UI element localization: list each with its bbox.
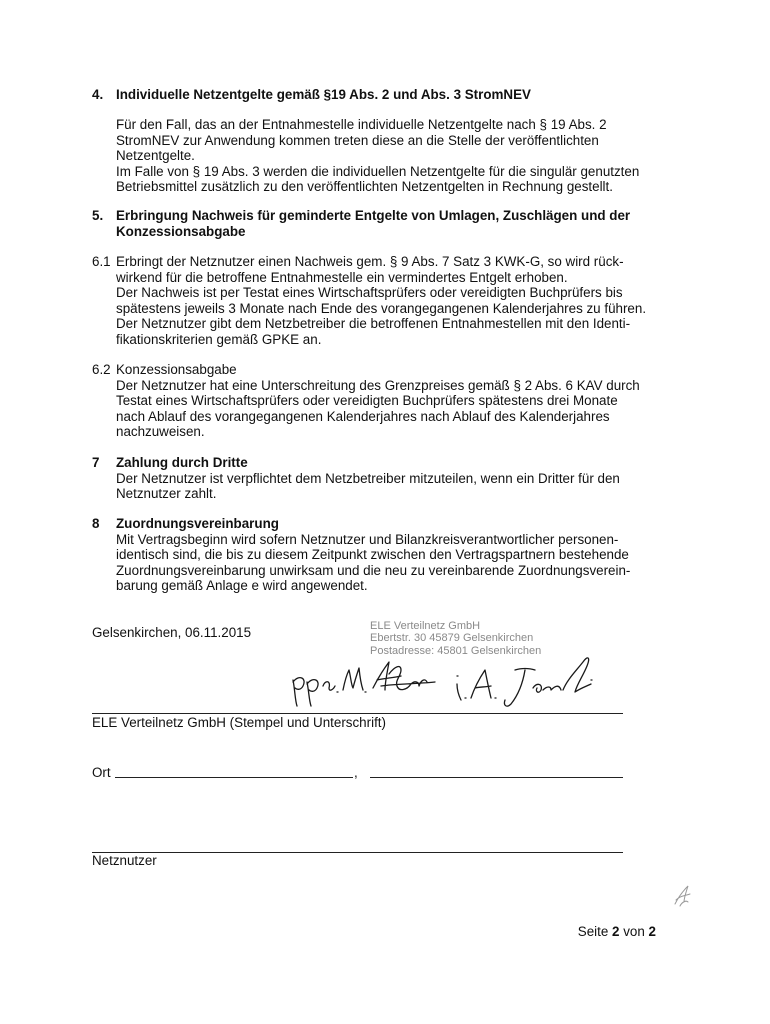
section-6-1-line: Der Nachweis ist per Testat eines Wirtschaftsprüfers oder vereidigten Buchprüfers bis: [116, 285, 623, 301]
place-date: Gelsenkirchen, 06.11.2015: [92, 625, 252, 640]
section-6-1-line: spätestens jeweils 3 Monate nach Ende des vorangegangenen Kalenderjahres zu führen.: [116, 300, 647, 316]
section-7-line: Der Netznutzer ist verpflichtet dem Netzbetreiber mitzuteilen, wenn ein Dritter für den: [116, 470, 620, 486]
section-6-2-line: Testat eines Wirtschaftsprüfers oder vereidigten Buchprüfers spätestens drei Monate: [116, 393, 618, 409]
section-6-1-line: Der Netznutzer gibt dem Netzbetreiber die betroffenen Entnahmestellen mit den Identi-: [116, 316, 631, 332]
section-4-line: Im Falle von § 19 Abs. 3 werden die individuellen Netzentgelte für die singulär genutzten: [116, 163, 640, 179]
section-6-1-line: fikationskriterien gemäß GPKE an.: [116, 331, 322, 347]
section-4-line: Für den Fall, das an der Entnahmestelle individuelle Netzentgelte nach § 19 Abs. 2: [116, 117, 607, 132]
section-5-heading-line: Erbringung Nachweis für geminderte Entgelte von Umlagen, Zuschlägen und der: [116, 208, 631, 223]
of-word: von: [623, 924, 645, 939]
section-6-2-title: Konzessionsabgabe: [116, 362, 237, 377]
section-5-heading-line: Konzessionsabgabe: [116, 223, 246, 239]
netznutzer-caption: Netznutzer: [92, 853, 157, 868]
section-6-1-line: Erbringt der Netznutzer einen Nachweis gem. § 9 Abs. 7 Satz 3 KWK-G, so wird rück-: [116, 254, 624, 269]
stamp-line: ELE Verteilnetz GmbH: [370, 620, 481, 632]
ort-comma: ,: [354, 765, 358, 780]
section-8-line: identisch sind, die bis zu diesem Zeitpunkt zwischen den Vertragspartnern bestehende: [116, 547, 629, 563]
section-6-1-number: 6.1: [92, 254, 111, 269]
section-4-line: Betriebsmittel zusätzlich zu den veröffentlichten Netzentgelten in Rechnung gestellt.: [116, 179, 613, 195]
section-8-line: Zuordnungsvereinbarung unwirksam und die neu zu vereinbarende Zuordnungsverein-: [116, 562, 631, 578]
section-7-body: [116, 455, 620, 502]
section-8-body: [116, 516, 630, 594]
signature-right: [457, 658, 592, 706]
section-4-number: 4.: [92, 87, 104, 102]
section-8-line: barung gemäß Anlage e wird angewendet.: [116, 578, 368, 594]
section-6-2-body: [116, 362, 640, 440]
page-number: [578, 924, 656, 939]
ele-caption: ELE Verteilnetz GmbH (Stempel und Unterschrift): [92, 715, 386, 730]
section-4-body: [116, 117, 639, 195]
signature-left: [293, 662, 435, 706]
page-current: 2: [612, 924, 620, 939]
section-8-number: 8: [92, 516, 100, 531]
section-4-line: Netzentgelte.: [116, 148, 195, 164]
section-7-line: Netznutzer zahlt.: [116, 486, 217, 502]
section-8-line: Mit Vertragsbeginn wird sofern Netznutzer und Bilanzkreisverantwortlicher personen-: [116, 531, 619, 547]
signature-line-ele: [92, 713, 623, 714]
section-6-2-line: nach Ablauf des vorangegangenen Kalenderjahres nach Ablauf des Kalenderjahres: [116, 408, 610, 424]
page-total: 2: [648, 924, 656, 939]
date-input-line: [370, 777, 623, 778]
ort-label: Ort: [92, 765, 111, 780]
section-5-number: 5.: [92, 208, 104, 223]
section-5-heading: [116, 208, 630, 239]
stamp-line: Ebertstr. 30 45879 Gelsenkirchen: [370, 632, 534, 645]
section-6-2-number: 6.2: [92, 362, 111, 377]
signature-line-netznutzer: [92, 852, 623, 853]
section-6-1-line: wirkend für die betroffene Entnahmestelle ein vermindertes Entgelt erhoben.: [116, 269, 568, 285]
page-word: Seite: [577, 924, 609, 939]
section-7-number: 7: [92, 455, 100, 470]
section-6-2-line: Der Netznutzer hat eine Unterschreitung des Grenzpreises gemäß § 2 Abs. 6 KAV durch: [116, 377, 640, 393]
section-4-heading: Individuelle Netzentgelte gemäß §19 Abs. 2 und Abs. 3 StromNEV: [116, 87, 531, 102]
stamp-line: Postadresse: 45801 Gelsenkirchen: [370, 644, 542, 657]
signatures: [285, 640, 615, 712]
initials-mark: [672, 882, 694, 908]
section-7-heading: Zahlung durch Dritte: [116, 455, 248, 470]
ort-input-line: [115, 777, 353, 778]
section-8-heading: Zuordnungsvereinbarung: [116, 516, 279, 531]
section-6-2-line: nachzuweisen.: [116, 424, 205, 440]
section-6-1-body: [116, 254, 646, 348]
section-4-line: StromNEV zur Anwendung kommen treten diese an die Stelle der veröffentlichten: [116, 132, 599, 148]
